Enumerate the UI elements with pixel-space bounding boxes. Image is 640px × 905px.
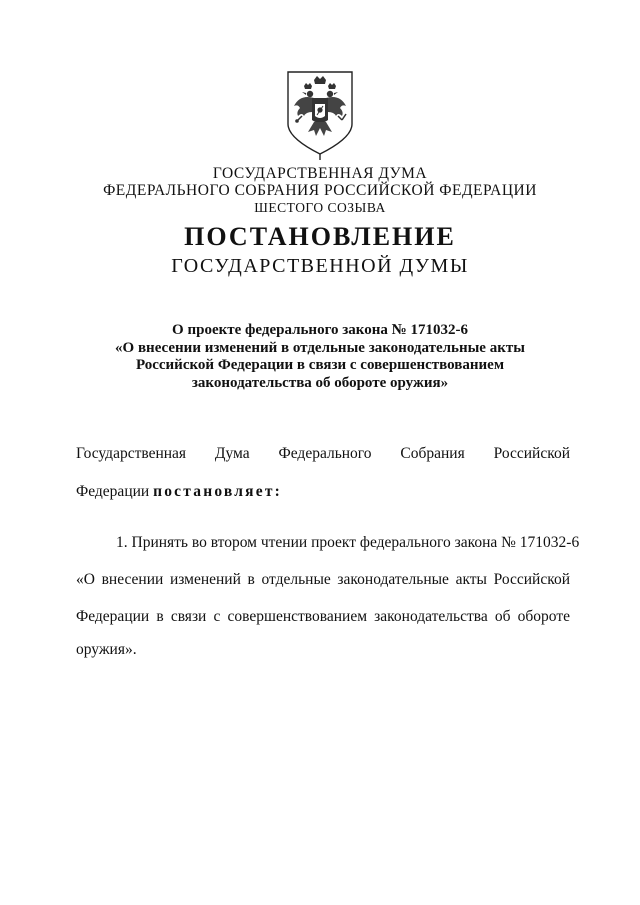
subject-line-3: Российской Федерации в связи с совершенствованием [135,357,505,373]
document-subtitle: ГОСУДАРСТВЕННОЙ ДУМЫ [171,255,469,277]
org-line-3: ШЕСТОГО СОЗЫВА [254,200,386,215]
org-line-2: ФЕДЕРАЛЬНОГО СОБРАНИЯ РОССИЙСКОЙ ФЕДЕРАЦИИ [103,182,537,199]
subject-line-1: О проекте федерального закона № 171032-6 [172,322,468,338]
item-1-line-3: Федерации в связи с совершенствованием законодательства об обороте [76,608,570,625]
org-line-1: ГОСУДАРСТВЕННАЯ ДУМА [212,165,428,182]
intro-line-2-start: Федерации [76,483,150,500]
intro-line-1: Государственная Дума Федерального Собрания Российской [76,445,570,462]
subject-line-2: «О внесении изменений в отдельные законодательные акты [115,339,525,356]
document-type-title: ПОСТАНОВЛЕНИЕ [184,222,456,251]
intro-line-2 [76,475,570,509]
russian-coat-of-arms-icon [284,66,356,160]
resolves-verb: постановляет: [153,483,282,500]
resolution-subject [0,322,640,392]
item-1-line-1: 1. Принять во втором чтении проект федерального закона № 171032-6 [116,534,580,551]
subject-line-4: законодательства об обороте оружия» [191,374,449,391]
item-1-line-2: «О внесении изменений в отдельные законодательные акты Российской [76,571,570,588]
item-1-line-4: оружия». [76,641,137,658]
